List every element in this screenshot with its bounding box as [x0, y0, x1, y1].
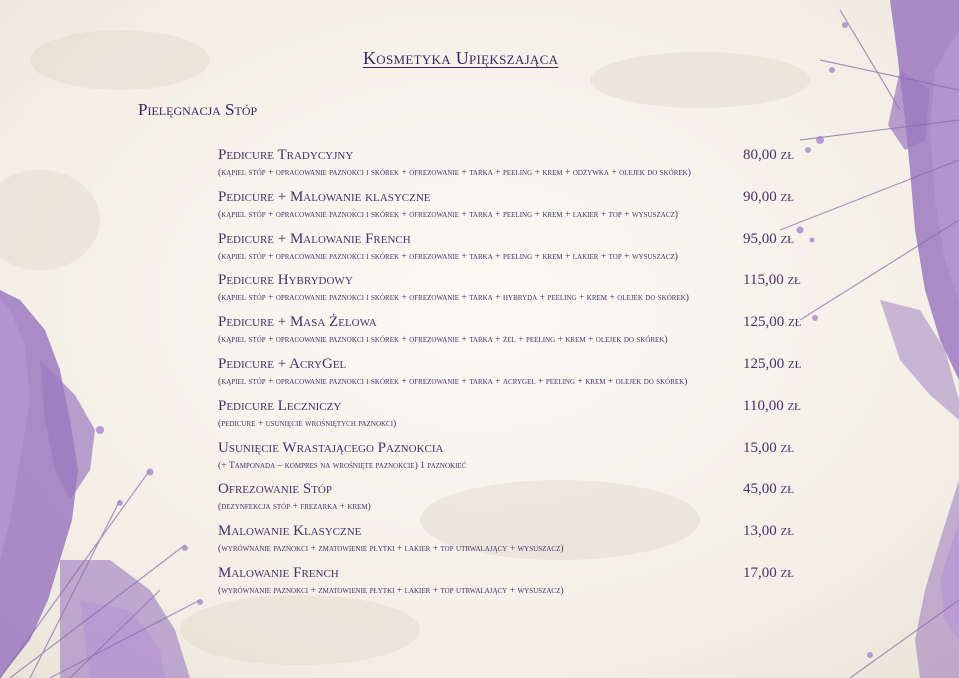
service-price: 90,00 zł	[743, 188, 794, 205]
list-item	[218, 147, 808, 189]
service-description: (kąpiel stóp + opracowanie paznokci i skórek + ofrezowanie + tarka + peeling + krem + lakier + top + wysuszacz)	[218, 250, 678, 262]
section-title: Pielęgnacja Stóp	[138, 100, 258, 119]
service-price: 125,00 zł	[743, 355, 802, 372]
service-name: Pedicure + Malowanie klasyczne	[218, 188, 431, 205]
service-name: Pedicure + Malowanie French	[218, 230, 411, 247]
service-description: (wyrównanie paznokci + zmatowienie płytki + lakier + top utrwalający + wysuszacz)	[218, 584, 564, 596]
service-description: (pedicure + usunięcie wrośniętych paznokci)	[218, 417, 397, 429]
list-item	[218, 231, 808, 273]
service-name: Malowanie French	[218, 564, 339, 581]
service-name: Ofrezowanie Stóp	[218, 481, 332, 498]
service-name: Malowanie Klasyczne	[218, 523, 362, 540]
page-title: Kosmetyka Upiększająca	[363, 48, 559, 68]
list-item	[218, 398, 808, 440]
service-description: (wyrównanie paznokci + zmatowienie płytki + lakier + top utrwalający + wysuszacz)	[218, 543, 564, 555]
service-price: 17,00 zł	[743, 564, 794, 581]
service-price: 45,00 zł	[743, 481, 794, 498]
service-name: Pedicure + AcryGel	[218, 355, 347, 372]
service-name: Pedicure Hybrydowy	[218, 272, 353, 289]
service-price: 110,00 zł	[743, 397, 801, 414]
service-name: Pedicure + Masa Żelowa	[218, 314, 377, 331]
list-item	[218, 440, 808, 482]
list-item	[218, 356, 808, 398]
service-price: 115,00 zł	[743, 272, 801, 289]
service-price: 80,00 zł	[743, 147, 794, 163]
service-description: (kąpiel stóp + opracowanie paznokci i skórek + ofrezowanie + tarka + hybryda + peeling + krem + olejek do skórek)	[218, 292, 689, 304]
service-description: (kąpiel stóp + opracowanie paznokci i skórek + ofrezowanie + tarka + żel + peeling + krem + olejek do skórek)	[218, 334, 668, 346]
service-description: (kąpiel stóp + opracowanie paznokci i skórek + ofrezowanie + tarka + peeling + krem + odżywka + olejek do skórek)	[218, 167, 691, 178]
service-name: Pedicure Tradycyjny	[218, 147, 354, 163]
service-price: 95,00 zł	[743, 230, 794, 247]
service-description: (+ Tamponada – kompres na wrośnięte paznokcie) 1 paznokieć	[218, 459, 467, 471]
service-description: (kąpiel stóp + opracowanie paznokci i skórek + ofrezowanie + tarka + peeling + krem + lakier + top + wysuszacz)	[218, 208, 678, 220]
list-item	[218, 189, 808, 231]
list-item	[218, 314, 808, 356]
service-description: (dezynfekcja stóp + frezarka + krem)	[218, 501, 371, 513]
service-name: Pedicure Leczniczy	[218, 397, 342, 414]
service-description: (kąpiel stóp + opracowanie paznokci i skórek + ofrezowanie + tarka + acrygel + peeling + krem + olejek do skórek)	[218, 375, 688, 387]
service-price: 15,00 zł	[743, 439, 794, 456]
service-price: 125,00 zł	[743, 314, 802, 331]
service-price: 13,00 zł	[743, 523, 794, 540]
price-list	[218, 147, 808, 607]
list-item	[218, 565, 808, 607]
list-item	[218, 272, 808, 314]
service-name: Usunięcie Wrastającego Paznokcia	[218, 439, 444, 456]
list-item	[218, 523, 808, 565]
list-item	[218, 481, 808, 523]
